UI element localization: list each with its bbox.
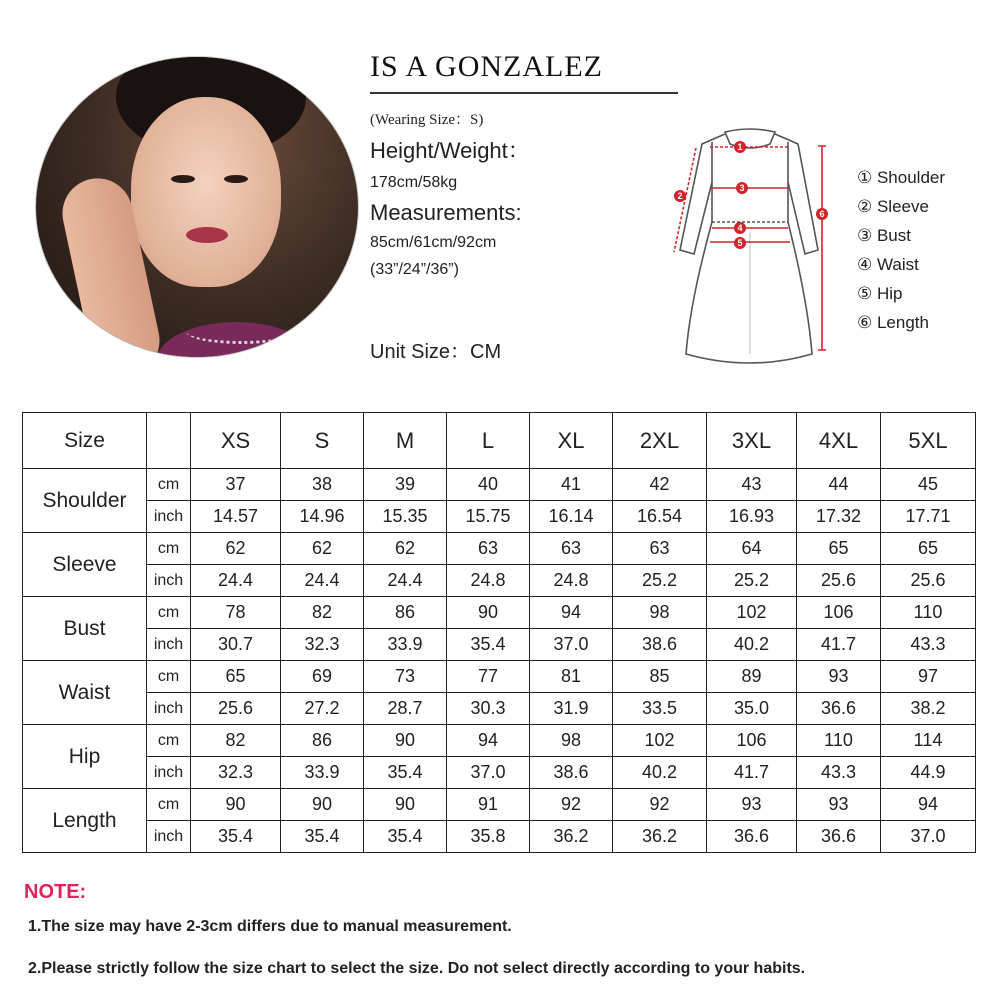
table-row-sleeve-inch (23, 565, 976, 597)
brand-underline (370, 92, 678, 94)
table-cell: 43 (707, 469, 797, 501)
header-size-m: M (364, 413, 447, 469)
table-row-bust-inch (23, 629, 976, 661)
table-cell: 16.93 (707, 501, 797, 533)
table-cell: 40 (447, 469, 530, 501)
table-cell: 24.4 (191, 565, 281, 597)
note-title: NOTE: (24, 881, 87, 903)
measurements-label: Measurements: (370, 200, 522, 225)
table-cell: 37.0 (530, 629, 613, 661)
header-size-label: Size (23, 413, 147, 469)
table-cell: 14.96 (281, 501, 364, 533)
table-cell: 30.7 (191, 629, 281, 661)
table-cell: 92 (613, 789, 707, 821)
unit-inch: inch (147, 565, 191, 597)
table-cell: 81 (530, 661, 613, 693)
model-eye-right (224, 175, 248, 183)
legend-sleeve: ② Sleeve (857, 197, 929, 216)
table-cell: 82 (281, 597, 364, 629)
table-cell: 25.6 (881, 565, 976, 597)
unit-cm: cm (147, 533, 191, 565)
size-chart-table (22, 412, 976, 853)
table-cell: 17.71 (881, 501, 976, 533)
table-cell: 65 (191, 661, 281, 693)
measurements-inch: (33”/24”/36”) (370, 261, 459, 278)
table-cell: 78 (191, 597, 281, 629)
legend-shoulder: ① Shoulder (857, 168, 946, 187)
table-cell: 93 (797, 789, 881, 821)
table-cell: 106 (707, 725, 797, 757)
table-row-hip-inch (23, 757, 976, 789)
table-cell: 73 (364, 661, 447, 693)
table-cell: 44.9 (881, 757, 976, 789)
unit-cm: cm (147, 469, 191, 501)
measurement-legend (857, 168, 945, 342)
table-cell: 40.2 (707, 629, 797, 661)
table-cell: 97 (881, 661, 976, 693)
table-cell: 62 (281, 533, 364, 565)
table-cell: 32.3 (281, 629, 364, 661)
table-cell: 64 (707, 533, 797, 565)
header-size-5xl: 5XL (881, 413, 976, 469)
table-cell: 102 (707, 597, 797, 629)
model-lips (186, 227, 228, 243)
table-cell: 44 (797, 469, 881, 501)
table-cell: 14.57 (191, 501, 281, 533)
row-label-bust: Bust (23, 597, 147, 661)
table-cell: 63 (530, 533, 613, 565)
brand-title: IS A GONZALEZ (370, 50, 603, 83)
table-cell: 38 (281, 469, 364, 501)
dress-outline (680, 129, 818, 363)
header-unit-blank (147, 413, 191, 469)
unit-cm: cm (147, 789, 191, 821)
note-line-1: 1.The size may have 2-3cm differs due to manual measurement. (28, 918, 512, 935)
table-cell: 42 (613, 469, 707, 501)
table-cell: 98 (613, 597, 707, 629)
header-size-4xl: 4XL (797, 413, 881, 469)
table-cell: 69 (281, 661, 364, 693)
legend-length: ⑥ Length (857, 313, 929, 332)
table-row-shoulder-inch (23, 501, 976, 533)
unit-size: Unit Size：CM (370, 341, 502, 363)
unit-inch: inch (147, 821, 191, 853)
table-row-length-cm (23, 789, 976, 821)
marker-3: 3 (739, 183, 745, 193)
table-cell: 32.3 (191, 757, 281, 789)
table-cell: 35.4 (281, 821, 364, 853)
table-cell: 93 (707, 789, 797, 821)
wearing-size: (Wearing Size：S) (370, 112, 484, 128)
unit-cm: cm (147, 597, 191, 629)
table-cell: 110 (797, 725, 881, 757)
model-necklace (186, 319, 296, 344)
table-cell: 90 (364, 789, 447, 821)
row-label-shoulder: Shoulder (23, 469, 147, 533)
table-cell: 24.8 (530, 565, 613, 597)
table-cell: 24.4 (364, 565, 447, 597)
table-cell: 33.5 (613, 693, 707, 725)
table-cell: 24.4 (281, 565, 364, 597)
model-face (131, 97, 281, 287)
table-cell: 106 (797, 597, 881, 629)
table-row-sleeve-cm (23, 533, 976, 565)
table-cell: 15.75 (447, 501, 530, 533)
table-cell: 17.32 (797, 501, 881, 533)
table-cell: 77 (447, 661, 530, 693)
header-size-s: S (281, 413, 364, 469)
table-cell: 62 (191, 533, 281, 565)
table-cell: 39 (364, 469, 447, 501)
model-photo (36, 57, 358, 357)
table-cell: 82 (191, 725, 281, 757)
unit-cm: cm (147, 725, 191, 757)
marker-6: 6 (819, 209, 825, 219)
table-cell: 33.9 (281, 757, 364, 789)
table-cell: 38.2 (881, 693, 976, 725)
table-cell: 37 (191, 469, 281, 501)
unit-inch: inch (147, 629, 191, 661)
table-cell: 31.9 (530, 693, 613, 725)
header-size-2xl: 2XL (613, 413, 707, 469)
table-cell: 62 (364, 533, 447, 565)
table-cell: 86 (364, 597, 447, 629)
table-row-shoulder-cm (23, 469, 976, 501)
table-cell: 25.2 (707, 565, 797, 597)
table-cell: 43.3 (797, 757, 881, 789)
table-cell: 91 (447, 789, 530, 821)
row-label-waist: Waist (23, 661, 147, 725)
row-label-length: Length (23, 789, 147, 853)
table-cell: 89 (707, 661, 797, 693)
table-cell: 38.6 (613, 629, 707, 661)
table-cell: 86 (281, 725, 364, 757)
row-label-hip: Hip (23, 725, 147, 789)
table-cell: 37.0 (447, 757, 530, 789)
table-cell: 36.2 (530, 821, 613, 853)
table-cell: 65 (797, 533, 881, 565)
unit-inch: inch (147, 693, 191, 725)
markers (674, 141, 828, 249)
table-cell: 85 (613, 661, 707, 693)
table-cell: 63 (613, 533, 707, 565)
table-cell: 16.14 (530, 501, 613, 533)
header-size-3xl: 3XL (707, 413, 797, 469)
table-cell: 28.7 (364, 693, 447, 725)
header-size-xs: XS (191, 413, 281, 469)
table-cell: 94 (530, 597, 613, 629)
table-cell: 40.2 (613, 757, 707, 789)
table-cell: 65 (881, 533, 976, 565)
table-row-waist-cm (23, 661, 976, 693)
table-cell: 41.7 (797, 629, 881, 661)
table-cell: 43.3 (881, 629, 976, 661)
unit-inch: inch (147, 501, 191, 533)
table-cell: 25.6 (191, 693, 281, 725)
unit-inch: inch (147, 757, 191, 789)
height-weight-value: 178cm/58kg (370, 174, 458, 191)
table-cell: 90 (447, 597, 530, 629)
table-cell: 114 (881, 725, 976, 757)
legend-bust: ③ Bust (857, 226, 911, 245)
table-cell: 33.9 (364, 629, 447, 661)
header-size-l: L (447, 413, 530, 469)
table-cell: 25.6 (797, 565, 881, 597)
table-row-length-inch (23, 821, 976, 853)
marker-4: 4 (737, 223, 743, 233)
table-header-row (23, 413, 976, 469)
marker-5: 5 (737, 238, 743, 248)
table-cell: 102 (613, 725, 707, 757)
header-size-xl: XL (530, 413, 613, 469)
table-cell: 45 (881, 469, 976, 501)
table-cell: 30.3 (447, 693, 530, 725)
table-row-hip-cm (23, 725, 976, 757)
legend-waist: ④ Waist (857, 255, 919, 274)
row-label-sleeve: Sleeve (23, 533, 147, 597)
table-cell: 38.6 (530, 757, 613, 789)
table-cell: 16.54 (613, 501, 707, 533)
measurements-cm: 85cm/61cm/92cm (370, 234, 497, 251)
table-cell: 35.4 (191, 821, 281, 853)
table-cell: 41.7 (707, 757, 797, 789)
table-cell: 110 (881, 597, 976, 629)
table-cell: 63 (447, 533, 530, 565)
table-cell: 36.6 (707, 821, 797, 853)
marker-2: 2 (677, 191, 683, 201)
table-cell: 94 (881, 789, 976, 821)
table-cell: 37.0 (881, 821, 976, 853)
table-cell: 35.8 (447, 821, 530, 853)
unit-cm: cm (147, 661, 191, 693)
height-weight-label: Height/Weight： (370, 138, 530, 163)
model-eye-left (171, 175, 195, 183)
table-cell: 15.35 (364, 501, 447, 533)
table-row-bust-cm (23, 597, 976, 629)
table-cell: 24.8 (447, 565, 530, 597)
table-cell: 93 (797, 661, 881, 693)
table-cell: 90 (191, 789, 281, 821)
table-cell: 35.4 (364, 757, 447, 789)
note-line-2: 2.Please strictly follow the size chart to select the size. Do not select directly according to your habits. (28, 960, 806, 977)
table-cell: 25.2 (613, 565, 707, 597)
table-cell: 27.2 (281, 693, 364, 725)
legend-hip: ⑤ Hip (857, 284, 903, 303)
table-cell: 35.0 (707, 693, 797, 725)
table-cell: 92 (530, 789, 613, 821)
dress-diagram (650, 122, 850, 384)
table-cell: 41 (530, 469, 613, 501)
table-cell: 94 (447, 725, 530, 757)
table-row-waist-inch (23, 693, 976, 725)
marker-1: 1 (737, 142, 743, 152)
table-cell: 90 (281, 789, 364, 821)
table-cell: 36.6 (797, 693, 881, 725)
table-cell: 35.4 (447, 629, 530, 661)
table-cell: 35.4 (364, 821, 447, 853)
table-cell: 90 (364, 725, 447, 757)
table-cell: 98 (530, 725, 613, 757)
table-cell: 36.6 (797, 821, 881, 853)
table-cell: 36.2 (613, 821, 707, 853)
